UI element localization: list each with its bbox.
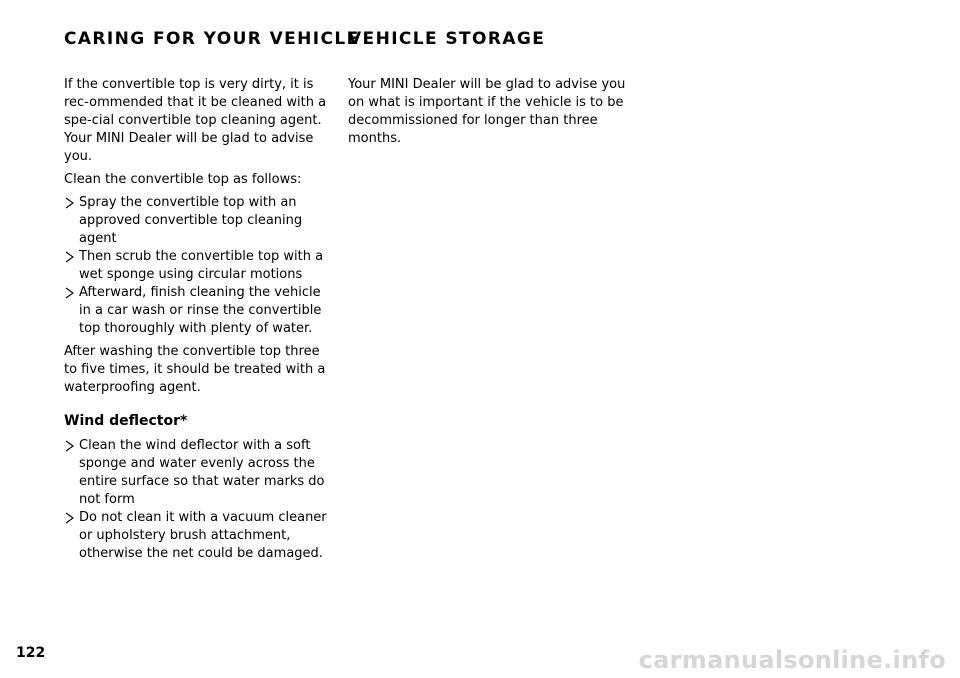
list-item-text: Afterward, finish cleaning the vehicle in a car wash or rinse the convertible top thoroughly with plenty of water.: [79, 285, 322, 336]
list-item: [64, 194, 336, 248]
storage-paragraph: Your MINI Dealer will be glad to advise you on what is important if the vehicle is to be decommissioned for longer than three months.: [348, 77, 626, 146]
section-heading-storage: VEHICLE STORAGE: [348, 29, 546, 49]
triangle-right-icon: [64, 437, 76, 455]
left-column: [64, 28, 360, 568]
page-number: 122: [16, 645, 46, 661]
list-item: [64, 437, 336, 509]
list-item: [64, 509, 336, 563]
list-item-text: Then scrub the convertible top with a wet sponge using circular motions: [79, 249, 324, 282]
list-item-text: Clean the wind deflector with a soft sponge and water evenly across the entire surface so that water marks do not form: [79, 438, 325, 507]
cleaning-steps-list: [64, 194, 336, 338]
triangle-right-icon: [64, 509, 76, 527]
steps-intro: Clean the convertible top as follows:: [64, 172, 302, 187]
watermark: carmanualsonline.info: [638, 646, 946, 674]
intro-paragraph: If the convertible top is very dirty, it is rec-ommended that it be cleaned with a spe-cial convertible top cleaning agent. Your MINI Dealer will be glad to advise you.: [64, 77, 327, 164]
section-heading-caring: CARING FOR YOUR VEHICLE: [64, 29, 360, 49]
list-item-text: Spray the convertible top with an approved convertible top cleaning agent: [79, 195, 303, 246]
after-washing-paragraph: After washing the convertible top three to five times, it should be treated with a waterproofing agent.: [64, 344, 326, 395]
wind-deflector-list: [64, 437, 336, 563]
triangle-right-icon: [64, 194, 76, 212]
triangle-right-icon: [64, 248, 76, 266]
list-item: [64, 248, 336, 284]
right-column: [348, 28, 628, 153]
list-item-text: Do not clean it with a vacuum cleaner or upholstery brush attachment, otherwise the net could be damaged.: [79, 510, 327, 561]
wind-deflector-heading: Wind deflector*: [64, 413, 188, 429]
triangle-right-icon: [64, 284, 76, 302]
list-item: [64, 284, 336, 338]
